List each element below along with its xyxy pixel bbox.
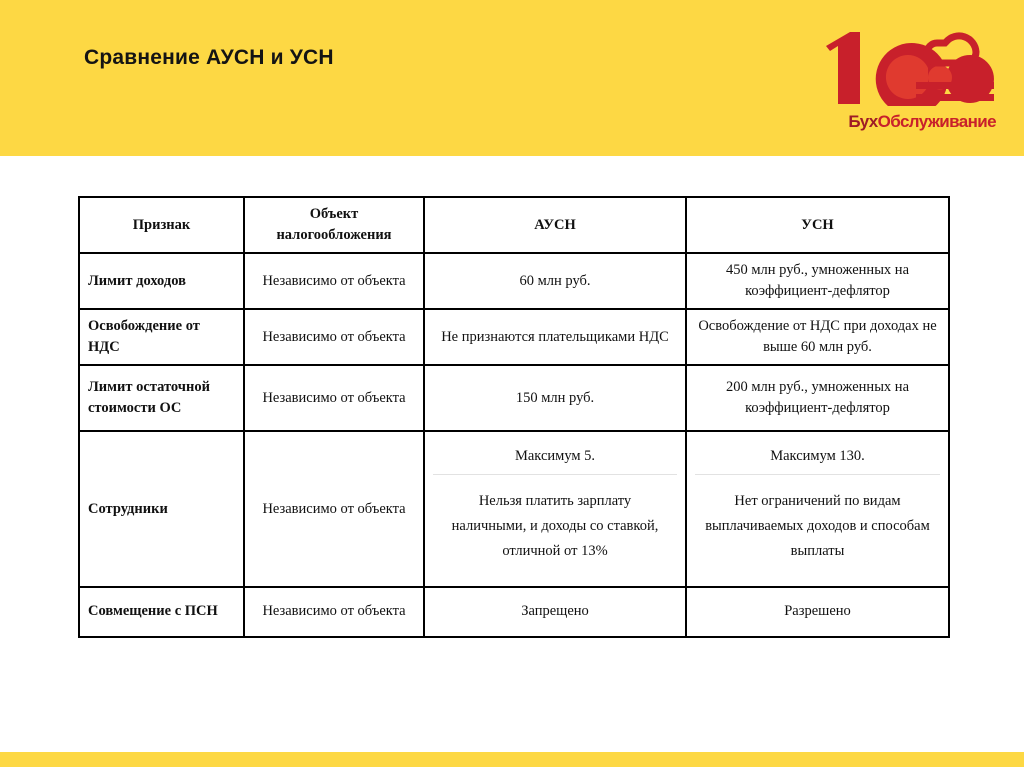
brand-logo [820,28,996,132]
page-title: Сравнение АУСН и УСН [84,46,334,69]
row-feature: Лимит доходов [79,253,244,309]
table-header-row [79,197,949,253]
row-object: Независимо от объекта [244,309,424,365]
row-usn: Разрешено [686,587,949,637]
logo-wordmark-prefix: Бух [848,112,878,131]
logo-wordmark [820,112,996,132]
table-row [79,587,949,637]
row-usn-note: Нет ограничений по видам выплачиваемых доходов и способам выплаты [705,493,930,559]
column-header-ausn: АУСН [424,197,686,253]
column-header-object: Объект налогообложения [244,197,424,253]
table-row [79,365,949,431]
row-usn: 200 млн руб., умноженных на коэффициент-дефлятор [686,365,949,431]
comparison-table-wrap [78,196,948,638]
comparison-table [78,196,950,638]
footer-band [0,752,1024,767]
row-usn: 450 млн руб., умноженных на коэффициент-дефлятор [686,253,949,309]
column-header-feature: Признак [79,197,244,253]
row-usn-limit: Максимум 130. [695,438,940,475]
row-ausn: Запрещено [424,587,686,637]
row-object: Независимо от объекта [244,253,424,309]
1c-logo-mark [820,28,996,106]
table-row [79,309,949,365]
row-usn: Освобождение от НДС при доходах не выше 60 млн руб. [686,309,949,365]
row-ausn-limit: Максимум 5. [433,438,677,475]
row-object: Независимо от объекта [244,365,424,431]
row-ausn: Не признаются плательщиками НДС [424,309,686,365]
row-feature: Сотрудники [79,431,244,587]
logo-wordmark-suffix: Обслуживание [877,112,996,131]
row-ausn [424,431,686,587]
row-object: Независимо от объекта [244,587,424,637]
column-header-usn: УСН [686,197,949,253]
row-feature: Освобождение от НДС [79,309,244,365]
table-row [79,253,949,309]
row-ausn-note: Нельзя платить зарплату наличными, и доходы со ставкой, отличной от 13% [451,493,659,559]
row-usn [686,431,949,587]
row-ausn: 150 млн руб. [424,365,686,431]
row-ausn: 60 млн руб. [424,253,686,309]
row-object: Независимо от объекта [244,431,424,587]
table-row [79,431,949,587]
row-feature: Лимит остаточной стоимости ОС [79,365,244,431]
row-feature: Совмещение с ПСН [79,587,244,637]
